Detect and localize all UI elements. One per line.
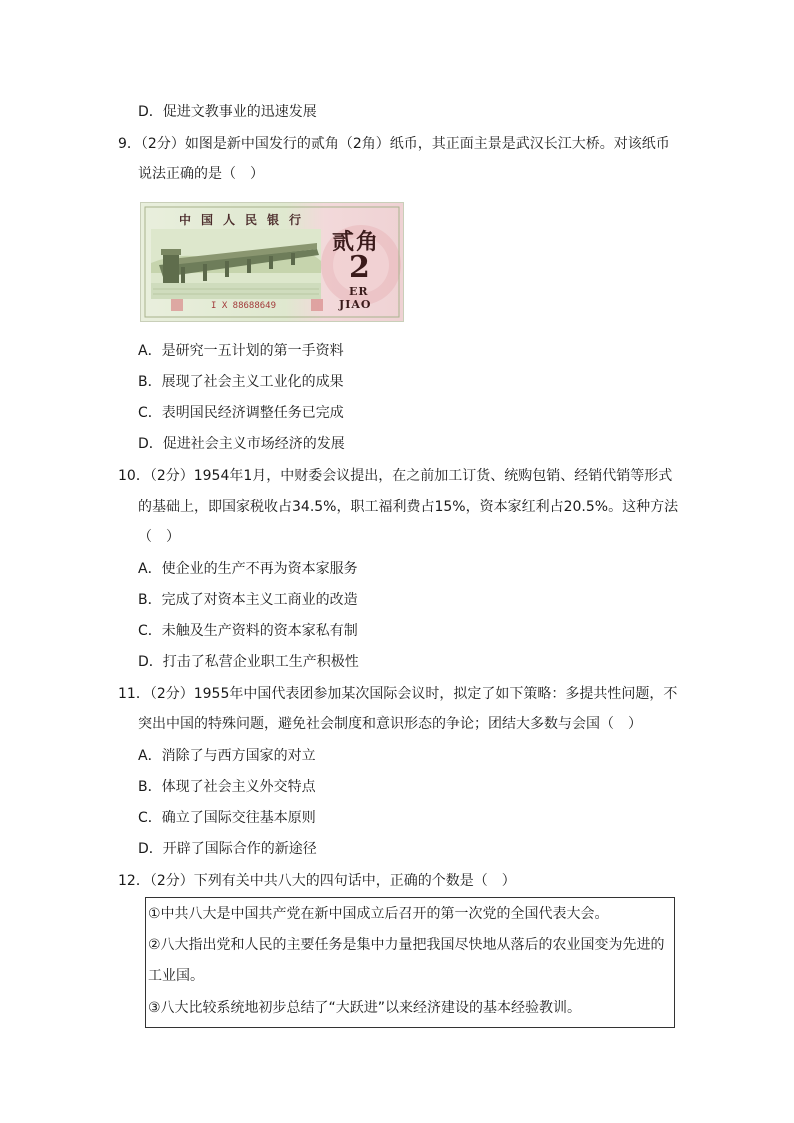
q10-option-d: D．打击了私营企业职工生产积极性 xyxy=(138,654,359,670)
q10-option-a: A．使企业的生产不再为资本家服务 xyxy=(138,561,358,577)
q12-statement-box xyxy=(145,897,675,1028)
q11-option-b: B．体现了社会主义外交特点 xyxy=(138,779,316,795)
banknote-bank-name: 中国人民银行 xyxy=(179,213,312,227)
q9-stem-line1: 9．（2分）如图是新中国发行的贰角（2角）纸币，其正面主景是武汉长江大桥。对该纸币 xyxy=(118,136,670,152)
banknote-denomination: 贰角 xyxy=(332,229,381,255)
q10-option-c: C．未触及生产资料的资本家私有制 xyxy=(138,623,358,639)
q12-statement-1: ①中共八大是中国共产党在新中国成立后召开的第一次党的全国代表大会。 xyxy=(148,906,609,922)
q9-option-d: D．促进社会主义市场经济的发展 xyxy=(138,436,345,452)
q12-statement-2: ②八大指出党和人民的主要任务是集中力量把我国尽快地从落后的农业国变为先进的 xyxy=(148,937,665,953)
q10-option-b: B．完成了对资本主义工商业的改造 xyxy=(138,592,358,608)
q9-option-c: C．表明国民经济调整任务已完成 xyxy=(138,405,344,421)
banknote-numeral: 2 xyxy=(349,250,370,285)
q12-statement-2-cont: 工业国。 xyxy=(148,968,204,984)
q10-stem-line3: （ ） xyxy=(138,529,180,545)
banknote-jiao-text: JIAO xyxy=(339,298,372,311)
q12-stem: 12．（2分）下列有关中共八大的四句话中，正确的个数是（ ） xyxy=(118,873,516,889)
q11-option-c: C．确立了国际交往基本原则 xyxy=(138,810,316,826)
q12-statement-3: ③八大比较系统地初步总结了“大跃进”以来经济建设的基本经验教训。 xyxy=(148,1000,582,1016)
banknote-image xyxy=(140,202,404,322)
q9-option-a: A．是研究一五计划的第一手资料 xyxy=(138,343,344,359)
banknote-er-text: ER xyxy=(349,285,369,298)
banknote-serial: I X 88688649 xyxy=(211,301,277,311)
q11-option-a: A．消除了与西方国家的对立 xyxy=(138,748,316,764)
q11-option-d: D．开辟了国际合作的新途径 xyxy=(138,841,317,857)
q10-stem-line2: 的基础上，即国家税收占34.5%，职工福利费占15%，资本家红利占20.5%。这种方法 xyxy=(138,499,679,515)
q11-stem-line1: 11．（2分）1955年中国代表团参加某次国际会议时，拟定了如下策略：多提共性问题，不 xyxy=(118,686,678,702)
q11-stem-line2: 突出中国的特殊问题，避免社会制度和意识形态的争论；团结大多数与会国（ ） xyxy=(138,716,642,732)
q9-stem-line2: 说法正确的是（ ） xyxy=(138,166,264,182)
q9-option-b: B．展现了社会主义工业化的成果 xyxy=(138,374,344,390)
q10-stem-line1: 10．（2分）1954年1月，中财委会议提出，在之前加工订货、统购包销、经销代销等形式 xyxy=(118,468,673,484)
q8-option-d: D．促进文教事业的迅速发展 xyxy=(138,104,317,120)
